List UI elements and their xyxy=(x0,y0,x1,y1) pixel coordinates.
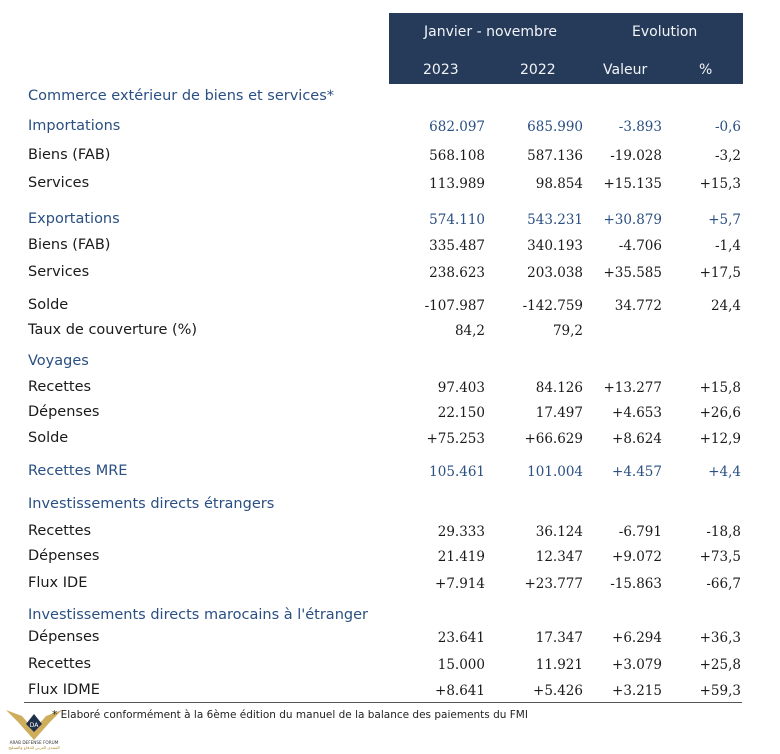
row-label: Services xyxy=(28,175,90,191)
evolution-percent: +73,5 xyxy=(699,549,741,565)
table-row xyxy=(0,235,780,259)
evolution-value: +6.294 xyxy=(612,630,662,646)
row-label: Solde xyxy=(28,297,69,313)
table-row xyxy=(0,116,780,140)
row-label: Recettes xyxy=(28,523,92,539)
evolution-value: -4.706 xyxy=(618,238,662,254)
evolution-percent: +15,8 xyxy=(699,380,741,396)
row-label: Services xyxy=(28,264,90,280)
table-row xyxy=(0,295,780,319)
value-2022: 12.347 xyxy=(535,549,583,565)
value-2023: 21.419 xyxy=(437,549,485,565)
evolution-value: +13.277 xyxy=(603,380,662,396)
header-period: Janvier - novembre xyxy=(424,24,557,40)
value-2022: +66.629 xyxy=(524,431,583,447)
value-2022: 340.193 xyxy=(527,238,583,254)
evolution-value: +4.457 xyxy=(612,464,662,480)
evolution-value: -6.791 xyxy=(618,524,662,540)
header-year-2023: 2023 xyxy=(423,62,459,78)
value-2023: +7.914 xyxy=(435,576,485,592)
row-label: Solde xyxy=(28,430,69,446)
value-2022: +23.777 xyxy=(524,576,583,592)
row-label: Taux de couverture (%) xyxy=(28,322,198,338)
evolution-percent: -66,7 xyxy=(706,576,741,592)
watermark-logo xyxy=(4,700,64,750)
section-header-row xyxy=(0,605,780,629)
evolution-value: +3.215 xyxy=(612,683,662,699)
watermark-mark: DA xyxy=(29,722,39,729)
value-2023: 23.641 xyxy=(437,630,485,646)
row-label: Biens (FAB) xyxy=(28,237,111,253)
row-label: Recettes MRE xyxy=(28,463,128,479)
header-percent: % xyxy=(699,62,713,78)
value-2022: +5.426 xyxy=(533,683,583,699)
table-row xyxy=(0,402,780,426)
header-evolution: Evolution xyxy=(632,24,698,40)
evolution-percent: +36,3 xyxy=(699,630,741,646)
row-label: Importations xyxy=(28,118,121,134)
value-2023: 238.623 xyxy=(429,265,485,281)
value-2022: 685.990 xyxy=(527,119,583,135)
evolution-percent: 24,4 xyxy=(710,298,741,314)
evolution-percent: +15,3 xyxy=(699,176,741,192)
evolution-value: +30.879 xyxy=(603,212,662,228)
row-label: Flux IDME xyxy=(28,682,100,698)
row-label: Biens (FAB) xyxy=(28,147,111,163)
evolution-percent: -1,4 xyxy=(714,238,741,254)
table-row xyxy=(0,573,780,597)
value-2022: 79,2 xyxy=(552,323,583,339)
footnote: * Elaboré conformément à la 6ème édition du manuel de la balance des paiements du FMI xyxy=(52,709,528,721)
table-row xyxy=(0,680,780,704)
table-row xyxy=(0,627,780,651)
value-2022: 36.124 xyxy=(535,524,583,540)
header-year-2022: 2022 xyxy=(520,62,556,78)
value-2023: +8.641 xyxy=(435,683,485,699)
value-2023: 84,2 xyxy=(454,323,485,339)
watermark-line1: ARAB DEFENSE FORUM xyxy=(9,740,59,745)
value-2023: 574.110 xyxy=(429,212,485,228)
value-2022: 11.921 xyxy=(535,657,583,673)
table-row xyxy=(0,377,780,401)
table-bottom-rule xyxy=(24,702,742,703)
value-2022: 203.038 xyxy=(527,265,583,281)
evolution-value: +4.653 xyxy=(612,405,662,421)
row-label: Commerce extérieur de biens et services* xyxy=(28,88,335,104)
row-label: Recettes xyxy=(28,379,92,395)
row-label: Investissements directs marocains à l'étranger xyxy=(28,607,368,623)
value-2023: +75.253 xyxy=(426,431,485,447)
value-2022: -142.759 xyxy=(522,298,583,314)
evolution-percent: +59,3 xyxy=(699,683,741,699)
evolution-percent: -0,6 xyxy=(714,119,741,135)
evolution-percent: +5,7 xyxy=(708,212,741,228)
table-row xyxy=(0,654,780,678)
row-label: Dépenses xyxy=(28,404,100,420)
value-2023: 568.108 xyxy=(429,148,485,164)
value-2022: 17.347 xyxy=(535,630,583,646)
section-header-row xyxy=(0,86,780,110)
table-row xyxy=(0,262,780,286)
value-2023: 22.150 xyxy=(437,405,485,421)
table-row xyxy=(0,209,780,233)
header-value: Valeur xyxy=(603,62,648,78)
evolution-value: +35.585 xyxy=(603,265,662,281)
evolution-value: -19.028 xyxy=(610,148,662,164)
value-2022: 587.136 xyxy=(527,148,583,164)
evolution-value: +3.079 xyxy=(612,657,662,673)
section-header-row xyxy=(0,494,780,518)
row-label: Recettes xyxy=(28,656,92,672)
evolution-value: +15.135 xyxy=(603,176,662,192)
row-label: Dépenses xyxy=(28,629,100,645)
value-2023: 682.097 xyxy=(429,119,485,135)
value-2022: 101.004 xyxy=(527,464,583,480)
evolution-value: +8.624 xyxy=(612,431,662,447)
row-label: Dépenses xyxy=(28,548,100,564)
table-row xyxy=(0,428,780,452)
evolution-percent: +25,8 xyxy=(699,657,741,673)
value-2023: 97.403 xyxy=(437,380,485,396)
row-label: Investissements directs étrangers xyxy=(28,496,275,512)
section-header-row xyxy=(0,351,780,375)
row-label: Flux IDE xyxy=(28,575,88,591)
evolution-percent: -18,8 xyxy=(706,524,741,540)
evolution-percent: +4,4 xyxy=(708,464,741,480)
row-label: Voyages xyxy=(28,353,89,369)
value-2022: 98.854 xyxy=(535,176,583,192)
evolution-percent: -3,2 xyxy=(714,148,741,164)
value-2023: 29.333 xyxy=(437,524,485,540)
evolution-value: -3.893 xyxy=(618,119,662,135)
table-row xyxy=(0,173,780,197)
evolution-value: -15.863 xyxy=(610,576,662,592)
value-2023: 335.487 xyxy=(429,238,485,254)
value-2022: 543.231 xyxy=(527,212,583,228)
table-row xyxy=(0,320,780,344)
table-row xyxy=(0,546,780,570)
evolution-percent: +17,5 xyxy=(699,265,741,281)
evolution-value: 34.772 xyxy=(614,298,662,314)
value-2023: 15.000 xyxy=(437,657,485,673)
row-label: Exportations xyxy=(28,211,120,227)
table-header xyxy=(389,13,743,84)
evolution-value: +9.072 xyxy=(612,549,662,565)
table-row xyxy=(0,521,780,545)
evolution-percent: +12,9 xyxy=(699,431,741,447)
value-2023: 105.461 xyxy=(429,464,485,480)
table-row xyxy=(0,145,780,169)
evolution-percent: +26,6 xyxy=(699,405,741,421)
table-row xyxy=(0,461,780,485)
value-2022: 84.126 xyxy=(535,380,583,396)
value-2023: -107.987 xyxy=(424,298,485,314)
watermark-line2: المنتدى العربي للدفاع والتسليح xyxy=(8,745,60,750)
value-2022: 17.497 xyxy=(535,405,583,421)
value-2023: 113.989 xyxy=(429,176,485,192)
